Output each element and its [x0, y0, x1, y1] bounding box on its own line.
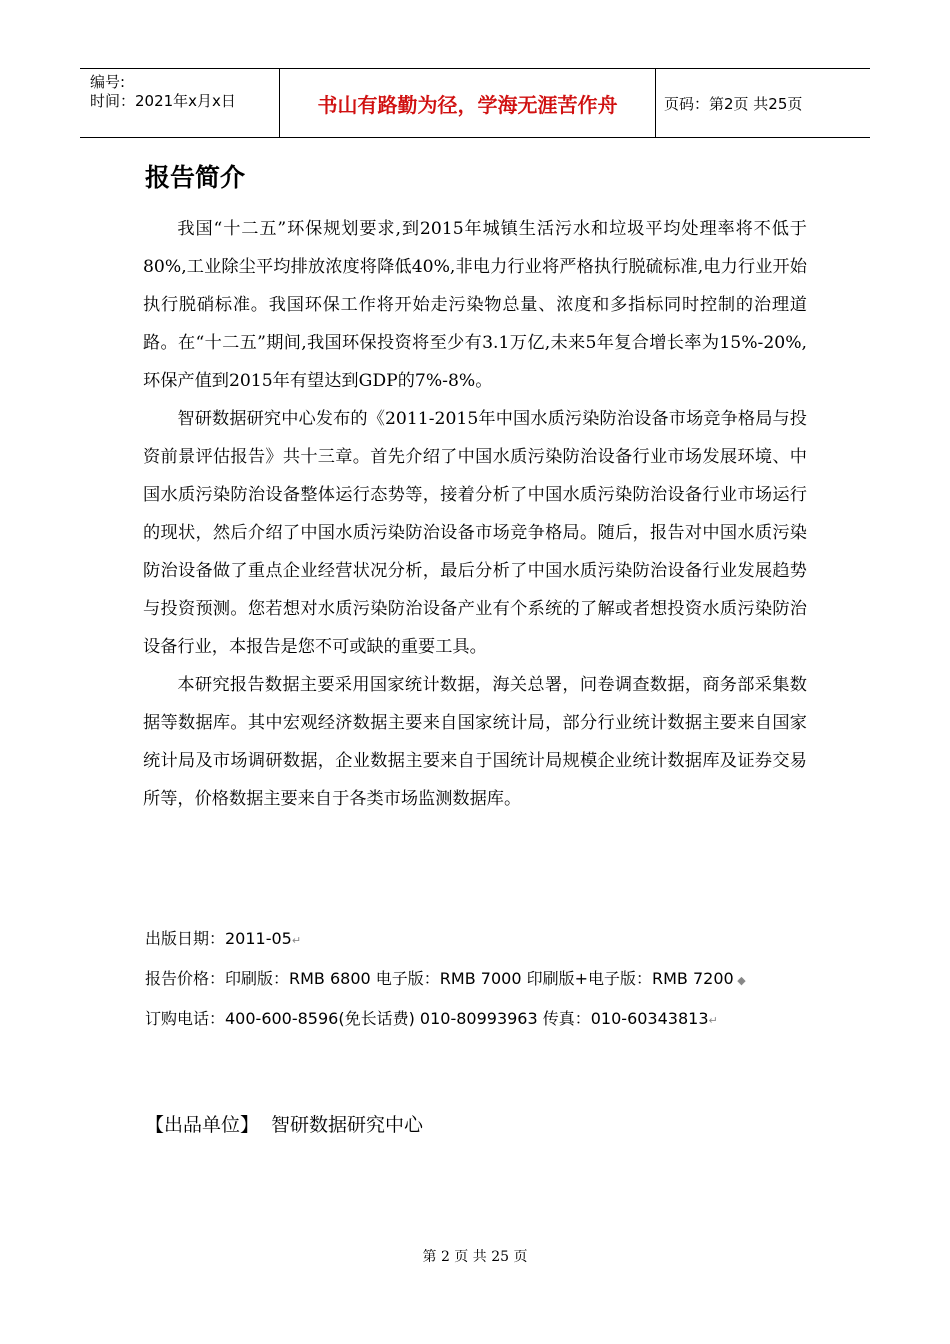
producer-line: [145, 1110, 423, 1137]
producer-label: 【出品单位】: [145, 1114, 260, 1136]
publication-phone: 订购电话：400-600-8596(免长话费) 010-80993963 传真：010-60343813: [145, 1009, 709, 1028]
dot-mark-icon: ◆: [733, 974, 746, 987]
header-date: 时间：2021年x月x日: [90, 92, 236, 110]
publication-phone-line: [145, 1000, 825, 1040]
report-intro-body: [143, 210, 807, 818]
header-meta: [80, 69, 280, 137]
header-number-label: 编号:: [90, 73, 126, 91]
return-mark-icon: ↵: [708, 1014, 718, 1027]
header-page-info: 页码：第2页 共25页: [664, 94, 803, 113]
return-mark-icon: ↵: [291, 934, 302, 947]
publication-price: 报告价格：印刷版：RMB 6800 电子版：RMB 7000 印刷版+电子版：RMB 7200: [145, 969, 734, 988]
intro-paragraph-1: 我国“十二五”环保规划要求,到2015年城镇生活污水和垃圾平均处理率将不低于80%,工业除尘平均排放浓度将降低40%,非电力行业将严格执行脱硫标准,电力行业开始执行脱硝标准。我国环保工作将开始走污染物总量、浓度和多指标同时控制的治理道路。在“十二五”期间,我国环保投资将至少有3.1万亿,未来5年复合增长率为15%-20%,环保产值到2015年有望达到GDP的7%-8%。: [143, 219, 807, 391]
publication-info: [145, 920, 825, 1040]
page-footer: 第 2 页 共 25 页: [422, 1249, 528, 1265]
publication-date: 出版日期：2011-05: [145, 929, 292, 948]
producer-name: 智研数据研究中心: [271, 1114, 424, 1136]
publication-price-line: [145, 960, 825, 1000]
page-title: 报告简介: [145, 163, 246, 192]
page-header: [80, 68, 870, 138]
publication-date-line: [145, 920, 825, 960]
intro-paragraph-3: 本研究报告数据主要采用国家统计数据，海关总署，问卷调查数据，商务部采集数据等数据库。其中宏观经济数据主要来自国家统计局，部分行业统计数据主要来自国家统计局及市场调研数据，企业数据主要来自于国统计局规模企业统计数据库及证券交易所等，价格数据主要来自于各类市场监测数据库。: [143, 675, 807, 809]
header-motto: 书山有路勤为径，学海无涯苦作舟: [280, 69, 656, 137]
intro-paragraph-2: 智研数据研究中心发布的《2011-2015年中国水质污染防治设备市场竞争格局与投资前景评估报告》共十三章。首先介绍了中国水质污染防治设备行业市场发展环境、中国水质污染防治设备整体运行态势等，接着分析了中国水质污染防治设备行业市场运行的现状，然后介绍了中国水质污染防治设备市场竞争格局。随后，报告对中国水质污染防治设备做了重点企业经营状况分析，最后分析了中国水质污染防治设备行业发展趋势与投资预测。您若想对水质污染防治设备产业有个系统的了解或者想投资水质污染防治设备行业，本报告是您不可或缺的重要工具。: [143, 409, 807, 657]
